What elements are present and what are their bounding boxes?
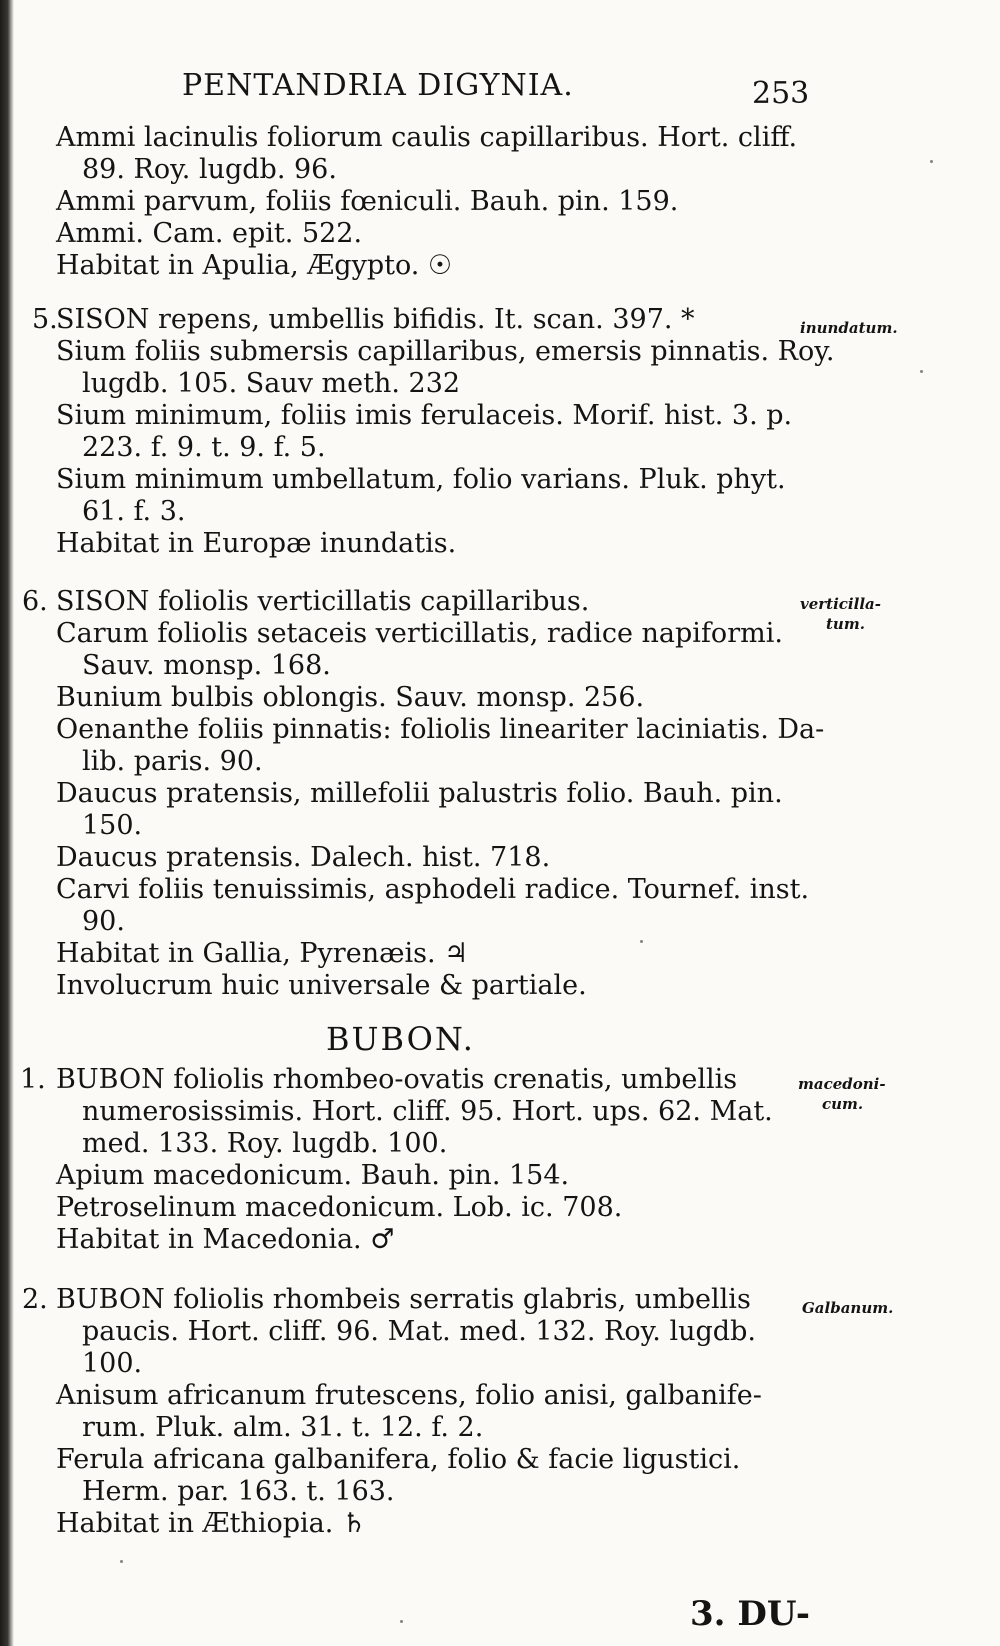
margin-line: verticilla- [800,595,881,613]
text-line: 223. f. 9. t. 9. f. 5. [82,432,326,463]
print-speck [930,160,933,163]
bubon-1-block [56,1064,773,1256]
text-line: Sium foliis submersis capillaribus, emersis pinnatis. Roy. [56,336,835,367]
habitat-line: Habitat in Æthiopia. ♄ [56,1508,367,1539]
margin-trivial-name: Galbanum. [802,1299,894,1317]
text-line: SISON repens, umbellis bifidis. It. scan. 397. * [56,304,695,335]
text-line: 61. f. 3. [82,496,186,527]
text-line: Ferula africana galbanifera, folio & facie ligustici. [56,1444,741,1475]
print-speck [920,370,923,373]
binding-edge [0,0,14,1646]
entry-6-block [56,586,824,1002]
text-line: Sium minimum, foliis imis ferulaceis. Morif. hist. 3. p. [56,400,793,431]
habitat-line: Habitat in Gallia, Pyrenæis. ♃ [56,938,469,969]
catchword: 3. DU- [690,1594,810,1634]
text-line: 150. [82,810,143,841]
text-line: Carvi foliis tenuissimis, asphodeli radice. Tournef. inst. [56,874,810,905]
text-line: Oenanthe foliis pinnatis: foliolis lineariter laciniatis. Da- [56,714,825,745]
text-line: Ammi lacinulis foliorum caulis capillaribus. Hort. cliff. [56,122,798,153]
habitat-line: Habitat in Europæ inundatis. [56,528,457,559]
entry-4-block [56,122,797,282]
text-line: Sauv. monsp. 168. [82,650,331,681]
page-number: 253 [752,76,810,111]
text-line: Ammi. Cam. epit. 522. [56,218,363,249]
text-line: Anisum africanum frutescens, folio anisi, galbanife- [56,1380,762,1411]
text-line: rum. Pluk. alm. 31. t. 12. f. 2. [82,1412,484,1443]
text-line: 89. Roy. lugdb. 96. [82,154,337,185]
margin-line: cum. [822,1095,864,1113]
text-line: lib. paris. 90. [82,746,263,777]
margin-line: macedoni- [798,1075,886,1093]
text-line: Carum foliolis setaceis verticillatis, radice napiformi. [56,618,783,649]
margin-trivial-name: inundatum. [800,319,898,337]
print-speck [640,940,643,943]
text-line: BUBON foliolis rhombeis serratis glabris, umbellis [56,1284,751,1315]
text-line: Apium macedonicum. Bauh. pin. 154. [56,1160,570,1191]
text-line: numerosissimis. Hort. cliff. 95. Hort. ups. 62. Mat. [82,1096,773,1127]
genus-title: BUBON. [326,1020,475,1058]
habitat-line: Habitat in Apulia, Ægypto. ☉ [56,250,453,281]
text-line: Sium minimum umbellatum, folio varians. Pluk. phyt. [56,464,786,495]
text-line: Bunium bulbis oblongis. Sauv. monsp. 256. [56,682,645,713]
margin-line: tum. [826,615,865,633]
text-line: 100. [82,1348,143,1379]
entry-5-block [56,304,835,560]
text-line: Petroselinum macedonicum. Lob. ic. 708. [56,1192,623,1223]
habitat-line: Habitat in Macedonia. ♂ [56,1224,395,1255]
bubon-2-block [56,1284,762,1540]
print-speck [400,1620,403,1623]
text-line: lugdb. 105. Sauv meth. 232 [82,368,461,399]
text-line: Herm. par. 163. t. 163. [82,1476,395,1507]
entry-number: 5. [32,304,58,335]
text-line: Daucus pratensis, millefolii palustris folio. Bauh. pin. [56,778,783,809]
entry-number: 2. [22,1284,48,1315]
text-line: BUBON foliolis rhombeo-ovatis crenatis, umbellis [56,1064,738,1095]
running-head: PENTANDRIA DIGYNIA. [182,68,574,103]
text-line: SISON foliolis verticillatis capillaribus. [56,586,590,617]
margin-trivial-name [798,1074,886,1114]
text-line: Involucrum huic universale & partiale. [56,970,587,1001]
entry-number: 1. [20,1064,46,1095]
text-line: Ammi parvum, foliis fœniculi. Bauh. pin. 159. [56,186,679,217]
entry-number: 6. [22,586,48,617]
text-line: med. 133. Roy. lugdb. 100. [82,1128,448,1159]
print-speck [120,1560,123,1563]
text-line: 90. [82,906,125,937]
text-line: paucis. Hort. cliff. 96. Mat. med. 132. Roy. lugdb. [82,1316,756,1347]
text-line: Daucus pratensis. Dalech. hist. 718. [56,842,551,873]
